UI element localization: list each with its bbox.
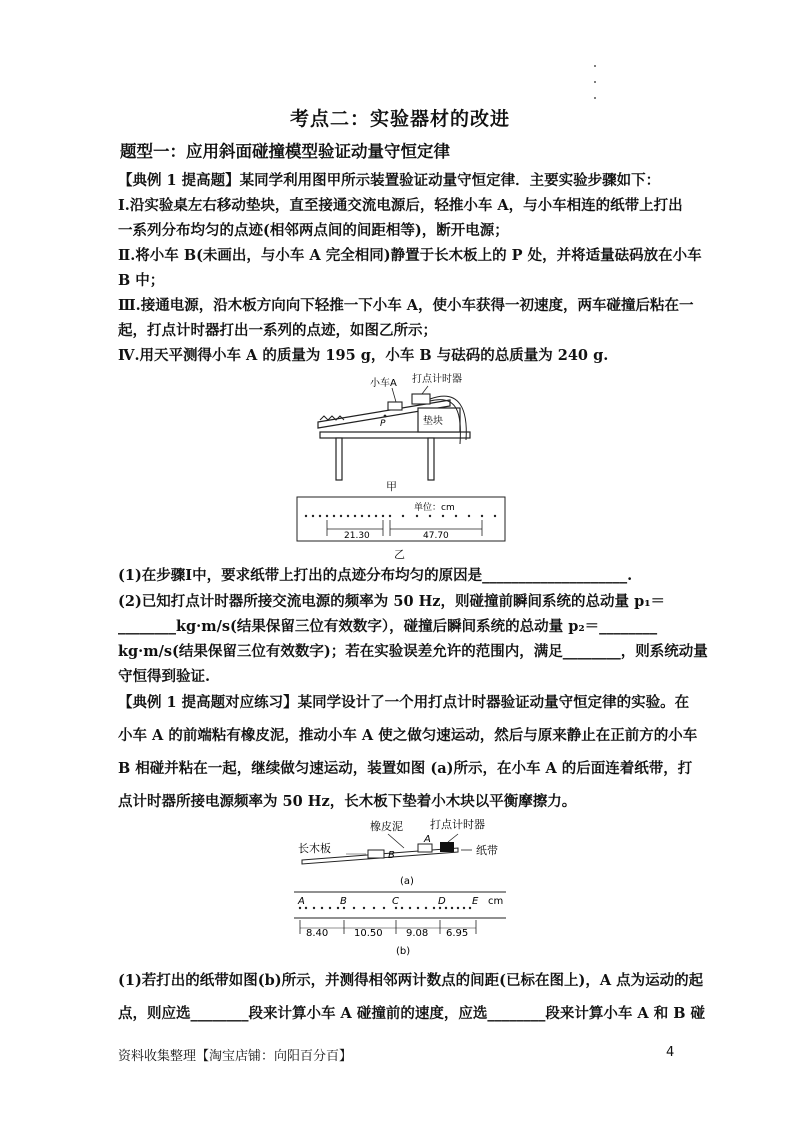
tape-length-2: 47.70: [423, 531, 449, 541]
spacing-cd: 9.08: [406, 928, 429, 939]
footer-source: 资料收集整理【淘宝店铺：向阳百分百】: [118, 1049, 353, 1064]
corner-marks: [592, 62, 598, 102]
tape-label: 纸带: [476, 844, 498, 857]
timer2-label: 打点计时器: [430, 818, 485, 831]
step2-line2: B 中；: [118, 272, 165, 289]
question2-line3: kg·m/s(结果保留三位有效数字)；若在实验误差允许的范围内，满足________，则系统动量: [118, 643, 708, 660]
example2-line1: 【典例 1 提高题对应练习】某同学设计了一个用打点计时器验证动量守恒定律的实验。在: [118, 694, 690, 711]
example2-line4: 点计时器所接电源频率为 50 Hz，长木板下垫着小木块以平衡摩擦力。: [118, 793, 577, 810]
point-b-label: B: [340, 896, 347, 907]
timer-label: 打点计时器: [412, 374, 462, 385]
step3-line1: Ⅲ.接通电源，沿木板方向向下轻推一下小车 A，使小车获得一初速度，两车碰撞后粘在一: [118, 297, 694, 314]
point-p-label: P: [380, 419, 386, 429]
caption-yi: 乙: [394, 548, 405, 561]
question2-line4: 守恒得到验证.: [118, 668, 211, 685]
step1-line2: 一系列分布均匀的点迹(相邻两点间的间距相等)，断开电源；: [118, 222, 509, 239]
example2-question1-line2: 点，则应选________段来计算小车 A 碰撞前的速度，应选________段来计算小车 A 和 B 碰: [118, 1005, 706, 1022]
tape-b-unit: cm: [488, 896, 504, 907]
spacing-ab: 8.40: [306, 928, 329, 939]
caption-a: (a): [400, 876, 414, 887]
rubber-label: 橡皮泥: [370, 820, 403, 833]
spacing-de: 6.95: [446, 928, 469, 939]
car-b-label: B: [388, 850, 395, 861]
point-a-label: A: [298, 896, 305, 907]
question2-line2: ________kg·m/s(结果保留三位有效数字），碰撞后瞬间系统的总动量 p₂＝________: [118, 618, 658, 635]
example2-line2: 小车 A 的前端粘有橡皮泥，推动小车 A 使之做匀速运动，然后与原来静止在正前方的小车: [118, 727, 698, 744]
board-label: 长木板: [298, 842, 331, 855]
question2-line1: (2)已知打点计时器所接交流电源的频率为 50 Hz，则碰撞前瞬间系统的总动量 p₁＝: [118, 593, 666, 610]
caption-jia: 甲: [386, 480, 397, 493]
section-heading: 题型一：应用斜面碰撞模型验证动量守恒定律: [120, 142, 450, 161]
car-a-label: 小车A: [370, 378, 397, 389]
spacing-bc: 10.50: [354, 928, 383, 939]
step4-line: Ⅳ.用天平测得小车 A 的质量为 195 g，小车 B 与砝码的总质量为 240 g.: [118, 347, 609, 364]
question1: (1)在步骤Ⅰ中，要求纸带上打出的点迹分布均匀的原因是____________________.: [118, 567, 633, 584]
point-d-label: D: [438, 896, 446, 907]
step1-line1: Ⅰ.沿实验桌左右移动垫块，直至接通交流电源后，轻推小车 A，与小车相连的纸带上打出: [118, 197, 683, 214]
example2-line3: B 相碰并粘在一起，继续做匀速运动，装置如图 (a)所示，在小车 A 的后面连着纸带，打: [118, 760, 693, 777]
car-a2-label: A: [424, 834, 431, 845]
point-c-label: C: [392, 896, 399, 907]
tape-length-1: 21.30: [344, 531, 370, 541]
tape-unit-label: 单位：cm: [414, 503, 455, 513]
figure-a-apparatus: [296, 814, 516, 890]
figure-b-tape: [292, 888, 512, 960]
step3-line2: 起，打点计时器打出一系列的点迹，如图乙所示；: [118, 322, 437, 339]
page-number: 4: [666, 1045, 675, 1060]
step2-line1: Ⅱ.将小车 B(未画出，与小车 A 完全相同)静置于长木板上的 P 处，并将适量砝码放在小车: [118, 247, 702, 264]
figure-jia-apparatus: [300, 370, 500, 490]
example1-intro: 【典例 1 提高题】某同学利用图甲所示装置验证动量守恒定律．主要实验步骤如下：: [118, 172, 661, 189]
figure-yi-tape: [296, 496, 506, 542]
point-e-label: E: [472, 896, 479, 907]
page-title: 考点二：实验器材的改进: [289, 108, 510, 130]
block-label: 垫块: [423, 416, 443, 427]
example2-question1-line1: (1)若打出的纸带如图(b)所示，并测得相邻两计数点的间距(已标在图上)，A 点为运动的起: [118, 972, 704, 989]
caption-b: (b): [396, 946, 411, 957]
